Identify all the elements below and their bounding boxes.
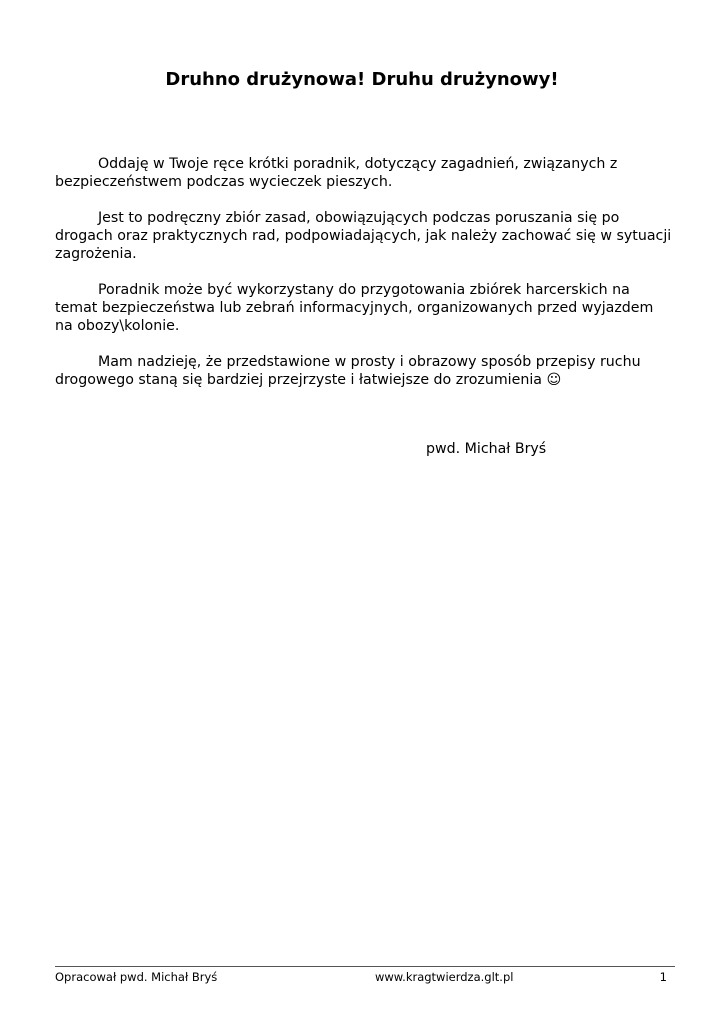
- footer-page-number: 1: [659, 970, 667, 984]
- signature: pwd. Michał Bryś: [426, 441, 547, 457]
- paragraph-intro: Oddaję w Twoje ręce krótki poradnik, dotyczący zagadnień, związanych z bezpieczeństwem podczas wycieczek pieszych.: [55, 156, 618, 190]
- footer-author: Opracował pwd. Michał Bryś: [55, 970, 218, 984]
- footer-website: www.kragtwierdza.glt.pl: [375, 970, 514, 984]
- paragraph-description: Jest to podręczny zbiór zasad, obowiązujących podczas poruszania się po drogach oraz praktycznych rad, podpowiadających, jak należy zachować się w sytuacji zagrożenia.: [55, 210, 672, 262]
- paragraph-usage: Poradnik może być wykorzystany do przygotowania zbiórek harcerskich na temat bezpieczeństwa lub zebrań informacyjnych, organizowanych przed wyjazdem na obozy\kolonie.: [55, 282, 654, 334]
- paragraph-closing: Mam nadzieję, że przedstawione w prosty i obrazowy sposób przepisy ruchu drogowego staną się bardziej przejrzyste i łatwiejsze do zrozumienia ☺: [55, 354, 641, 388]
- document-body: [55, 155, 675, 407]
- page-footer: [55, 966, 675, 985]
- page-title: Druhno drużynowa! Druhu drużynowy!: [165, 69, 559, 90]
